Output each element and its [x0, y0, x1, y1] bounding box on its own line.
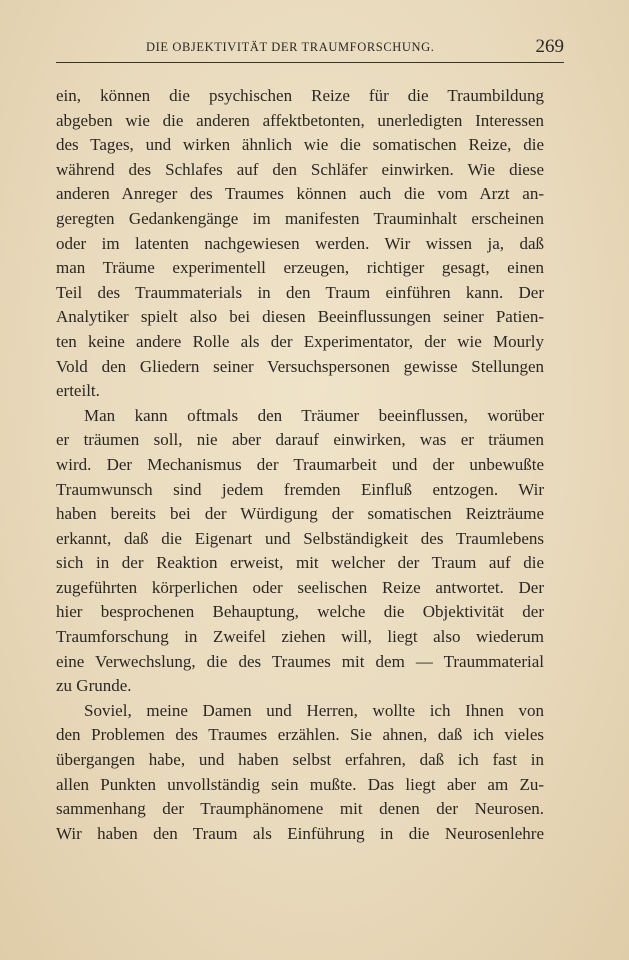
text-line: des Tages, und wirken ähnlich wie die somatischen Reize, die [56, 135, 544, 155]
text-line: oder im latenten nachgewiesen werden. Wir wissen ja, daß [56, 233, 544, 253]
text-line: allen Punkten unvollständig sein mußte. Das liegt aber am Zu- [56, 774, 544, 794]
text-line: erteilt. [56, 381, 100, 401]
text-line: Traumwunsch sind jedem fremden Einfluß entzogen. Wir [56, 479, 544, 499]
text-line: Teil des Traummaterials in den Traum einführen kann. Der [56, 282, 544, 302]
text-line: geregten Gedankengänge im manifesten Trauminhalt erscheinen [56, 208, 544, 228]
text-line: übergangen habe, und haben selbst erfahren, daß ich fast in [56, 750, 544, 770]
text-line: zugeführten körperlichen oder seelischen Reize antwortet. Der [56, 577, 544, 597]
text-line: sammenhang der Traumphänomene mit denen der Neurosen. [56, 799, 544, 819]
text-line: man Träume experimentell erzeugen, richtiger gesagt, einen [56, 258, 544, 278]
text-line: hier besprochenen Behauptung, welche die Objektivität der [56, 602, 544, 622]
text-line: Analytiker spielt also bei diesen Beeinflussungen seiner Patien- [56, 307, 544, 327]
text-line: ten keine andere Rolle als der Experimentator, der wie Mourly [56, 331, 544, 351]
text-line: zu Grunde. [56, 676, 132, 696]
text-line: Soviel, meine Damen und Herren, wollte ich Ihnen von [84, 700, 544, 720]
text-line: eine Verwechslung, die des Traumes mit dem — Traummaterial [56, 651, 544, 671]
body-text [56, 84, 544, 846]
text-line: Man kann oftmals den Träumer beeinflussen, worüber [84, 405, 544, 425]
page-number: 269 [535, 36, 564, 57]
text-line: sich in der Reaktion erweist, mit welcher der Traum auf die [56, 553, 544, 573]
text-line: abgeben wie die anderen affektbetonten, unerledigten Interessen [56, 110, 544, 130]
text-line: Wir haben den Traum als Einführung in die Neurosenlehre [56, 823, 544, 843]
text-line: wird. Der Mechanismus der Traumarbeit und der unbewußte [56, 454, 544, 474]
text-line: den Problemen des Traumes erzählen. Sie ahnen, daß ich vieles [56, 725, 544, 745]
text-line: erkannt, daß die Eigenart und Selbständigkeit des Traumlebens [56, 528, 544, 548]
text-line: Vold den Gliedern seiner Versuchspersonen gewisse Stellungen [56, 356, 544, 376]
text-line: er träumen soll, nie aber darauf einwirken, was er träumen [56, 430, 544, 450]
text-line: anderen Anreger des Traumes können auch die vom Arzt an- [56, 184, 544, 204]
text-line: Traumforschung in Zweifel ziehen will, liegt also wiederum [56, 627, 544, 647]
text-line: ein, können die psychischen Reize für die Traumbildung [56, 86, 544, 105]
text-line: während des Schlafes auf den Schläfer einwirken. Wie diese [56, 159, 544, 179]
text-line: haben bereits bei der Würdigung der somatischen Reizträume [56, 504, 544, 524]
header-rule [56, 62, 564, 63]
running-title: DIE OBJEKTIVITÄT DER TRAUMFORSCHUNG. [146, 40, 435, 54]
running-head [56, 34, 564, 62]
